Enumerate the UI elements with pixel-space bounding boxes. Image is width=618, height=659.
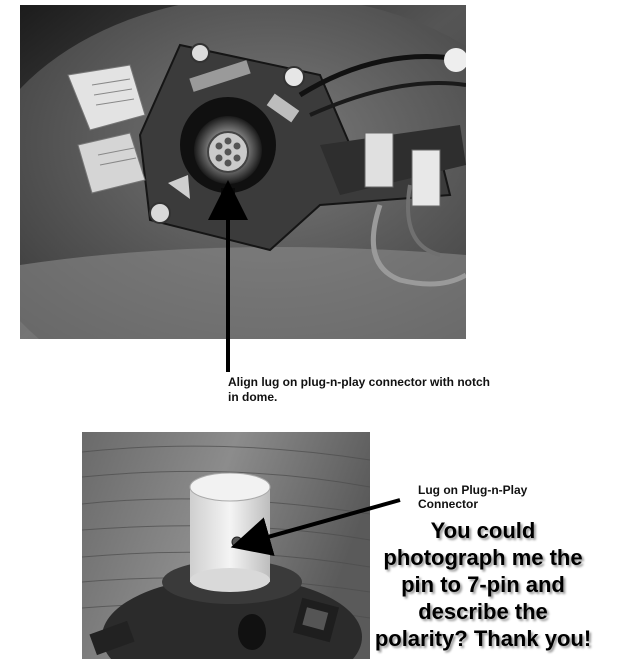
align-lug-caption: Align lug on plug-n-play connector with notch in dome. [228, 375, 490, 404]
request-line: pin to 7-pin and [401, 572, 565, 597]
request-text [352, 517, 614, 652]
dome-connector-photo [20, 5, 466, 339]
lug-label [418, 483, 598, 511]
request-line: photograph me the [383, 545, 583, 570]
lug-label-line: Lug on Plug-n-Play [418, 483, 528, 497]
lug-label-line: Connector [418, 497, 478, 511]
plug-connector-photo [82, 432, 370, 659]
request-line: You could [430, 518, 536, 543]
request-line: describe the [418, 599, 548, 624]
request-line: polarity? Thank you! [374, 626, 592, 651]
